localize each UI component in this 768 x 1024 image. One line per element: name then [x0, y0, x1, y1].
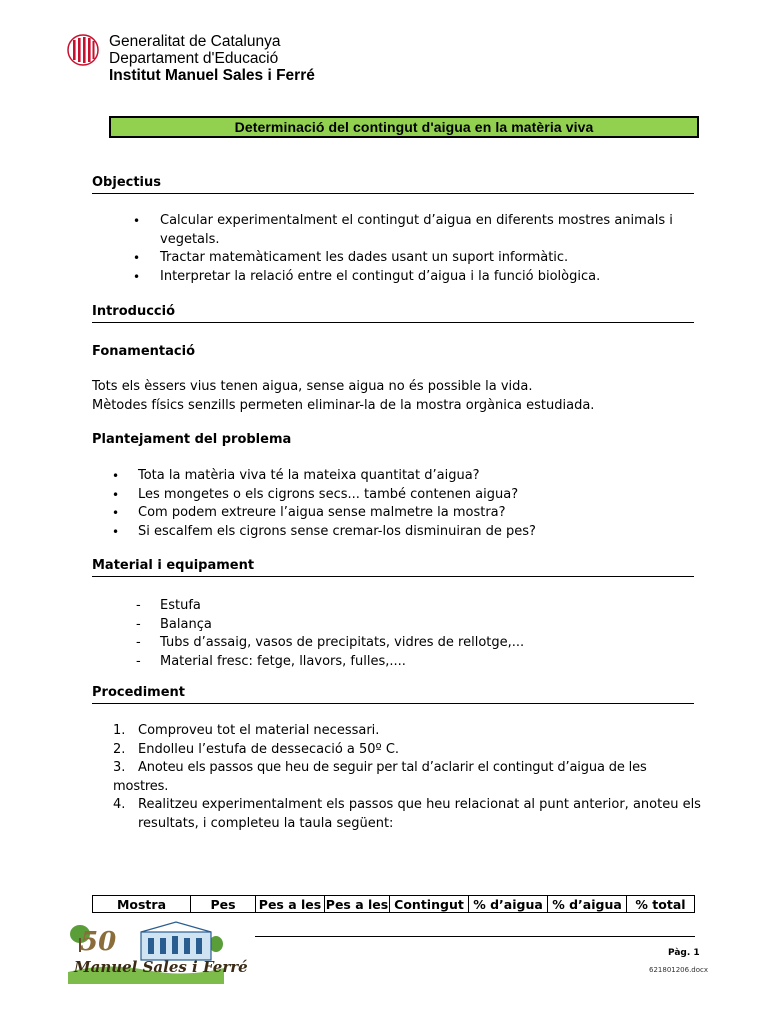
paragraph-line: Mètodes físics senzills permeten eliminar-la de la mostra orgànica estudiada. — [92, 397, 595, 413]
dash-marker: - — [136, 635, 141, 650]
subheading-fonamentacio: Fonamentació — [92, 344, 196, 359]
bullet-icon: • — [133, 269, 141, 284]
document-title: Determinació del contingut d'aigua en la matèria viva — [234, 119, 594, 135]
objectius-list — [133, 212, 703, 286]
section-heading-procediment: Procediment — [92, 685, 694, 704]
section-heading-material: Material i equipament — [92, 558, 694, 577]
generalitat-logo-icon — [67, 34, 99, 66]
list-item: - Estufa — [136, 597, 696, 616]
list-item: - Material fresc: fetge, llavors, fulles,.... — [136, 653, 696, 672]
plantejament-list — [112, 467, 702, 541]
list-item-continuation: resultats, i completeu la taula següent: — [138, 815, 394, 831]
fonamentacio-text — [92, 378, 594, 415]
list-item: - Tubs d’assaig, vasos de precipitats, vidres de rellotge,... — [136, 634, 696, 653]
list-item: • Interpretar la relació entre el contingut d’aigua i la funció biològica. — [133, 268, 703, 287]
list-item: • Com podem extreure l’aigua sense malmetre la mostra? — [112, 504, 702, 523]
bullet-icon: • — [112, 524, 120, 539]
dash-marker: - — [136, 598, 141, 613]
subheading-plantejament: Plantejament del problema — [92, 432, 292, 447]
file-name: 621801206.docx — [649, 966, 709, 974]
table-header-cell: Contingut — [390, 896, 469, 913]
dash-marker: - — [136, 653, 141, 669]
table-header-cell: Pes — [191, 896, 256, 913]
bullet-icon: • — [133, 251, 141, 265]
table-header-row — [93, 896, 695, 913]
footer-rule — [255, 936, 695, 937]
results-table — [92, 895, 695, 913]
title-box — [109, 116, 699, 138]
list-item: • Tractar matemàticament les dades usant un suport informàtic. — [133, 249, 703, 268]
list-number: 2. — [113, 741, 126, 757]
list-number: 3. — [113, 760, 126, 775]
material-list — [136, 597, 696, 671]
svg-text:Manuel Sales i Ferré: Manuel Sales i Ferré — [74, 958, 248, 976]
list-item: • Les mongetes o els cigrons secs... també contenen aigua? — [112, 486, 702, 505]
list-number: 1. — [113, 723, 126, 738]
svg-text:50: 50 — [80, 927, 117, 957]
section-heading-objectius: Objectius — [92, 175, 694, 194]
org-name-line1: Generalitat de Catalunya — [109, 33, 281, 50]
paragraph-line: Tots els èssers vius tenen aigua, sense aigua no és possible la vida. — [92, 379, 533, 394]
list-item: • Calcular experimentalment el contingut d’aigua en diferents mostres animals i — [133, 212, 703, 231]
anniversary-badge-logo — [66, 914, 248, 984]
page-number: Pàg. 1 — [668, 948, 700, 958]
org-name-line2: Departament d'Educació — [109, 50, 279, 67]
bullet-icon: • — [133, 214, 141, 228]
list-item: - Balança — [136, 616, 696, 635]
procediment-list — [113, 722, 703, 833]
list-item: 4. Realitzeu experimentalment els passos que heu relacionat al punt anterior, anoteu els — [113, 796, 703, 815]
list-item-continuation: vegetals. — [160, 231, 220, 247]
list-item: • Si escalfem els cigrons sense cremar-los disminuiran de pes? — [112, 523, 702, 542]
table-header-cell: Pes a les — [256, 896, 325, 913]
list-number: 4. — [113, 797, 126, 812]
list-item: 3. Anoteu els passos que heu de seguir per tal d’aclarir el contingut d’aigua de les mostres. — [113, 760, 647, 794]
list-item: • Tota la matèria viva té la mateixa quantitat d’aigua? — [112, 467, 702, 486]
table-header-cell: % d’aigua — [469, 896, 548, 913]
table-header-cell: Mostra — [93, 896, 191, 913]
table-header-cell: % total — [627, 896, 695, 913]
table-header-cell: % d’aigua — [548, 896, 627, 913]
bullet-icon: • — [112, 506, 120, 520]
institute-name: Institut Manuel Sales i Ferré — [109, 67, 315, 84]
table-header-cell: Pes a les — [325, 896, 389, 912]
list-item: 2. Endolleu l’estufa de dessecació a 50º C. — [113, 741, 703, 760]
list-item: 1. Comproveu tot el material necessari. — [113, 722, 703, 741]
section-heading-introduccio: Introducció — [92, 304, 694, 323]
bullet-icon: • — [112, 487, 120, 502]
dash-marker: - — [136, 616, 141, 632]
bullet-icon: • — [112, 469, 120, 483]
